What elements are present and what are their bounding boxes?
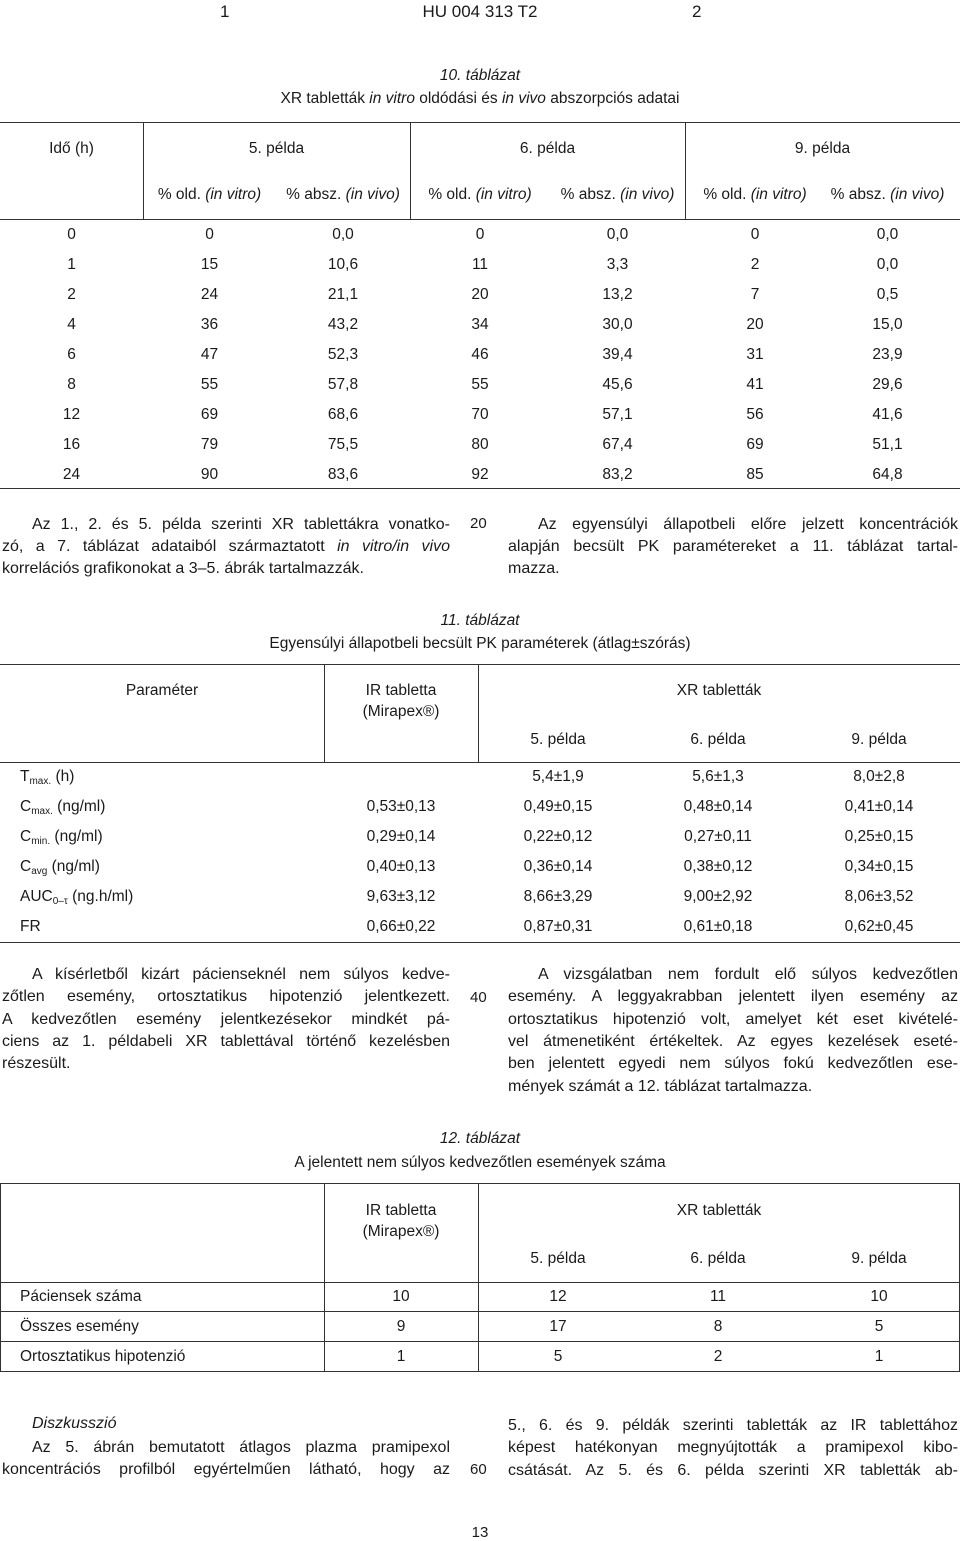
table10-value-cell: 21,1 bbox=[327, 286, 359, 303]
table10-value-cell: 67,4 bbox=[602, 436, 633, 453]
table10-subheader-abs: % absz. (in vivo) bbox=[830, 186, 945, 203]
param-unit: (ng/ml) bbox=[52, 798, 106, 815]
table10-group-header: 6. példa bbox=[519, 140, 576, 157]
table11-value-cell: 0,36±0,14 bbox=[523, 858, 593, 875]
discussion-right bbox=[508, 1415, 958, 1482]
table10-value-cell: 41,6 bbox=[872, 406, 903, 423]
param-symbol: T bbox=[20, 768, 30, 785]
table10-subheader-abs: % absz. (in vivo) bbox=[286, 186, 400, 203]
table10-time-cell: 24 bbox=[62, 466, 81, 483]
table11-value-cell: 0,49±0,15 bbox=[523, 798, 593, 815]
table10-value-cell: 20 bbox=[471, 286, 489, 303]
table12-value-cell: 9 bbox=[396, 1318, 406, 1335]
table11-header-group: 5. példa bbox=[530, 731, 586, 748]
param-symbol: AUC bbox=[20, 888, 53, 905]
table10-subheader-old: % old. (in vitro) bbox=[703, 186, 807, 203]
table10-value-cell: 75,5 bbox=[327, 436, 359, 453]
table12-value-cell: 1 bbox=[396, 1348, 406, 1365]
table10-value-cell: 69 bbox=[746, 436, 764, 453]
table10-time-cell: 6 bbox=[67, 346, 76, 363]
text-line: Az 5. ábrán bemutatott átlagos plazma pramipexol bbox=[32, 1439, 450, 1456]
table10-value-cell: 52,3 bbox=[327, 346, 359, 363]
text-line: 5., 6. és 9. példák szerinti tabletták az IR tablettához bbox=[508, 1417, 958, 1434]
table10-value-cell: 20 bbox=[746, 316, 764, 333]
table10-time-header: Idő (h) bbox=[49, 140, 94, 157]
paragraph-adverse-left-line: részesült. bbox=[2, 1055, 71, 1073]
table10-value-cell: 57,1 bbox=[602, 406, 633, 423]
table11-value-cell: 9,63±3,12 bbox=[366, 888, 436, 905]
table11-header-group: 6. példa bbox=[690, 731, 746, 748]
table10-value-cell: 79 bbox=[200, 436, 219, 453]
document-id: HU 004 313 T2 bbox=[422, 2, 538, 21]
table12-value-cell: 12 bbox=[549, 1288, 567, 1305]
table10-value-cell: 31 bbox=[746, 346, 764, 363]
param-unit: (ng/ml) bbox=[50, 828, 103, 845]
table10-value-cell: 57,8 bbox=[327, 376, 359, 393]
paragraph-adverse-right-line: A vizsgálatban nem fordult elő súlyos kedvezőtlen bbox=[538, 966, 958, 983]
text-line: csátását. Az 5. és 6. példa szerinti XR tabletták ab- bbox=[508, 1461, 958, 1479]
table12-caption-number: 12. táblázat bbox=[439, 1130, 521, 1147]
table10-value-cell: 24 bbox=[200, 286, 219, 303]
table12-header-group: 5. példa bbox=[530, 1250, 586, 1267]
table10-group-header: 5. példa bbox=[248, 140, 305, 157]
text-line: korrelációs grafikonokat a 3–5. ábrák tartalmazzák. bbox=[2, 560, 364, 578]
table10-value-cell: 46 bbox=[471, 346, 489, 363]
text-line: zó, a 7. táblázat adataiból származtatott in vitro/in vivo bbox=[2, 538, 450, 555]
table12-header-xr: XR tabletták bbox=[676, 1202, 762, 1219]
table10-value-cell: 0,0 bbox=[876, 256, 899, 273]
table10-title-part: oldódási és bbox=[414, 90, 502, 107]
table11-caption-number: 11. táblázat bbox=[440, 612, 520, 629]
table10-value-cell: 43,2 bbox=[327, 316, 359, 333]
table12-value-cell: 5 bbox=[874, 1318, 884, 1335]
table12-value-cell: 1 bbox=[874, 1348, 884, 1365]
table10-value-cell: 0,5 bbox=[876, 286, 899, 303]
table10-value-cell: 0 bbox=[205, 226, 214, 243]
param-symbol: C bbox=[20, 828, 32, 845]
table11-value-cell: 8,0±2,8 bbox=[853, 768, 905, 785]
table12-value-cell: 17 bbox=[549, 1318, 567, 1335]
param-subscript: min. bbox=[31, 836, 51, 847]
table11-header-ir: IR tabletta bbox=[365, 682, 437, 699]
table10-value-cell: 69 bbox=[200, 406, 219, 423]
line-number: 40 bbox=[470, 989, 487, 1006]
table10-value-cell: 23,9 bbox=[872, 346, 903, 363]
paragraph-adverse-left-line: ciens az 1. példabeli XR tablettával történő kezelésben bbox=[2, 1032, 450, 1050]
table10-value-cell: 0,0 bbox=[876, 226, 899, 243]
table10-time-cell: 16 bbox=[62, 436, 81, 453]
table12-header-group: 6. példa bbox=[690, 1250, 746, 1267]
table12-value-cell: 10 bbox=[870, 1288, 888, 1305]
param-symbol: C bbox=[20, 858, 32, 875]
table10-value-cell: 36 bbox=[200, 316, 219, 333]
table12-value-cell: 8 bbox=[713, 1318, 723, 1335]
page-number-left: 1 bbox=[220, 2, 230, 21]
table10-value-cell: 55 bbox=[471, 376, 489, 393]
text-line: képest hatékonyan megnyújtották a pramipexol kibo- bbox=[508, 1439, 958, 1457]
table10-value-cell: 15,0 bbox=[872, 316, 903, 333]
table10-value-cell: 64,8 bbox=[872, 466, 903, 483]
table10-value-cell: 80 bbox=[471, 436, 489, 453]
param-subscript: max. bbox=[31, 806, 53, 817]
table10-value-cell: 51,1 bbox=[872, 436, 903, 453]
table12-header-ir-brand: (Mirapex®) bbox=[362, 1223, 440, 1240]
table10-value-cell: 3,3 bbox=[606, 256, 629, 273]
table10-time-cell: 4 bbox=[67, 316, 76, 333]
table10-value-cell: 15 bbox=[200, 256, 219, 273]
table10-time-cell: 0 bbox=[67, 226, 76, 243]
text-line: Az 1., 2. és 5. példa szerinti XR tablettákra vonatko- bbox=[32, 516, 450, 533]
table11-value-cell: 0,41±0,14 bbox=[844, 798, 914, 815]
table12-value-cell: 11 bbox=[709, 1288, 727, 1305]
paragraph-adverse-left-line: A kedvezőtlen esemény jelentkezésekor mindkét pá- bbox=[2, 1010, 450, 1028]
table10-subheader-abs: % absz. (in vivo) bbox=[560, 186, 675, 203]
table10-value-cell: 39,4 bbox=[602, 346, 633, 363]
table10-caption-number: 10. táblázat bbox=[439, 67, 521, 84]
table10-value-cell: 92 bbox=[471, 466, 489, 483]
table12-label-cell: Összes esemény bbox=[20, 1318, 139, 1335]
table12-value-cell: 5 bbox=[553, 1348, 563, 1365]
table11-value-cell: 8,06±3,52 bbox=[844, 888, 914, 905]
table11-value-cell: 0,34±0,15 bbox=[844, 858, 914, 875]
param-unit: (ng.h/ml) bbox=[67, 888, 134, 905]
table12-label-cell: Ortosztatikus hipotenzió bbox=[20, 1348, 186, 1365]
table12-header-ir: IR tabletta bbox=[365, 1202, 437, 1219]
param-unit: (ng/ml) bbox=[47, 858, 100, 875]
line-number: 60 bbox=[470, 1461, 487, 1478]
table11-title: Egyensúlyi állapotbeli becsült PK paraméterek (átlag±szórás) bbox=[269, 635, 691, 652]
table10-value-cell: 0,0 bbox=[332, 226, 354, 243]
discussion-left bbox=[32, 1437, 450, 1459]
table10-value-cell: 0 bbox=[750, 226, 760, 243]
table10-time-cell: 8 bbox=[67, 376, 76, 393]
param-symbol: C bbox=[20, 798, 32, 815]
table11-value-cell: 0,48±0,14 bbox=[683, 798, 753, 815]
table10-value-cell: 2 bbox=[750, 256, 760, 273]
table12-value-cell: 10 bbox=[392, 1288, 410, 1305]
table10-value-cell: 83,2 bbox=[602, 466, 633, 483]
table11-value-cell: 0,22±0,12 bbox=[523, 828, 593, 845]
table11-value-cell: 8,66±3,29 bbox=[523, 888, 593, 905]
table10-value-cell: 13,2 bbox=[602, 286, 633, 303]
table10-value-cell: 0 bbox=[475, 226, 485, 243]
table12-value-cell: 2 bbox=[713, 1348, 723, 1365]
table11-value-cell: 0,27±0,11 bbox=[684, 828, 752, 845]
table10-value-cell: 85 bbox=[746, 466, 764, 483]
table10-subheader-old: % old. (in vitro) bbox=[157, 186, 262, 203]
text-line: mazza. bbox=[508, 560, 560, 578]
param-subscript: 0–τ bbox=[52, 896, 68, 907]
table11-header-group: 9. példa bbox=[851, 731, 907, 748]
table11-value-cell: 0,61±0,18 bbox=[683, 918, 753, 935]
discussion-heading: Diszkusszió bbox=[32, 1415, 117, 1432]
table10-value-cell: 29,6 bbox=[872, 376, 903, 393]
table10-time-cell: 12 bbox=[62, 406, 81, 423]
table10-value-cell: 7 bbox=[750, 286, 760, 303]
table10-title-part: in vitro bbox=[369, 90, 415, 107]
table12-title: A jelentett nem súlyos kedvezőtlen események száma bbox=[294, 1154, 666, 1171]
table11-value-cell: 0,62±0,45 bbox=[844, 918, 914, 935]
table10-value-cell: 55 bbox=[200, 376, 219, 393]
paragraph-adverse-right-line: vel átmenetiként értékeltek. Az egyes kezelések eseté- bbox=[508, 1032, 958, 1050]
table10-value-cell: 41 bbox=[746, 376, 764, 393]
paragraph-adverse-left-line: A kísérletből kizárt pácienseknél nem súlyos kedve- bbox=[32, 966, 450, 983]
table11-header-param: Paraméter bbox=[125, 682, 199, 699]
table10-value-cell: 68,6 bbox=[327, 406, 359, 423]
table10-value-cell: 0,0 bbox=[606, 226, 629, 243]
table11-value-cell: 9,00±2,92 bbox=[683, 888, 753, 905]
table10-value-cell: 10,6 bbox=[327, 256, 359, 273]
table11-value-cell: 0,66±0,22 bbox=[366, 918, 436, 935]
param-subscript: avg bbox=[31, 866, 48, 877]
paragraph-adverse-right-line: esemény. A leggyakrabban jelentett ilyen esemény az bbox=[508, 988, 958, 1006]
footer-page-number: 13 bbox=[471, 1524, 489, 1541]
table11-value-cell: 0,87±0,31 bbox=[523, 918, 593, 935]
table11-header-xr: XR tabletták bbox=[676, 682, 762, 699]
table11-value-cell: 0,53±0,13 bbox=[366, 798, 436, 815]
table12-label-cell: Páciensek száma bbox=[20, 1288, 142, 1305]
text-line: Az egyensúlyi állapotbeli előre jelzett koncentrációk bbox=[538, 516, 958, 533]
table11-header-ir-brand: (Mirapex®) bbox=[362, 703, 440, 720]
table10-value-cell: 11 bbox=[471, 256, 489, 273]
table10-value-cell: 30,0 bbox=[602, 316, 633, 333]
table10-title-part: in vivo bbox=[501, 90, 546, 107]
table10-title-part: XR tabletták bbox=[280, 90, 370, 107]
table10-value-cell: 45,6 bbox=[602, 376, 633, 393]
table10-value-cell: 70 bbox=[471, 406, 489, 423]
table10-value-cell: 56 bbox=[746, 406, 764, 423]
table10-time-cell: 1 bbox=[67, 256, 76, 273]
text-line: koncentrációs profilból egyértelműen látható, hogy az bbox=[2, 1461, 450, 1478]
table10-value-cell: 83,6 bbox=[327, 466, 359, 483]
param-symbol: FR bbox=[20, 918, 41, 935]
table10-time-cell: 2 bbox=[67, 286, 76, 303]
table11-value-cell: 0,40±0,13 bbox=[366, 858, 436, 875]
table11-value-cell: 5,6±1,3 bbox=[692, 768, 744, 785]
table11-value-cell: 0,29±0,14 bbox=[366, 828, 436, 845]
table11-value-cell: 5,4±1,9 bbox=[532, 768, 584, 785]
paragraph-adverse-right-line: mények számát a 12. táblázat tartalmazza. bbox=[508, 1077, 813, 1095]
param-subscript: max. bbox=[29, 776, 52, 787]
param-unit: (h) bbox=[51, 768, 75, 785]
table11-value-cell: 0,25±0,15 bbox=[844, 828, 914, 845]
line-number: 20 bbox=[470, 515, 487, 532]
text-line: alapján becsült PK paramétereket a 11. táblázat tartal- bbox=[508, 538, 958, 555]
table10-subheader-old: % old. (in vitro) bbox=[428, 186, 532, 203]
table11-value-cell: 0,38±0,12 bbox=[683, 858, 753, 875]
paragraph-adverse-left-line: zőtlen esemény, ortosztatikus hipotenzió jelentkezett. bbox=[2, 988, 450, 1006]
table10-value-cell: 47 bbox=[200, 346, 219, 363]
table10-group-header: 9. példa bbox=[794, 140, 851, 157]
table10-value-cell: 90 bbox=[200, 466, 219, 483]
table10-value-cell: 34 bbox=[471, 316, 489, 333]
discussion-left-cont bbox=[2, 1459, 450, 1481]
paragraph-adverse-right-line: ben jelentett egyedi nem súlyos fokú kedvezőtlen ese- bbox=[508, 1055, 958, 1073]
table10-title-part: abszorpciós adatai bbox=[545, 90, 680, 107]
table12-header-group: 9. példa bbox=[851, 1250, 907, 1267]
paragraph-adverse-right-line: ortosztatikus hipotenzió volt, amelyet két eset kivételé- bbox=[508, 1010, 958, 1028]
page-number-right: 2 bbox=[692, 2, 702, 21]
